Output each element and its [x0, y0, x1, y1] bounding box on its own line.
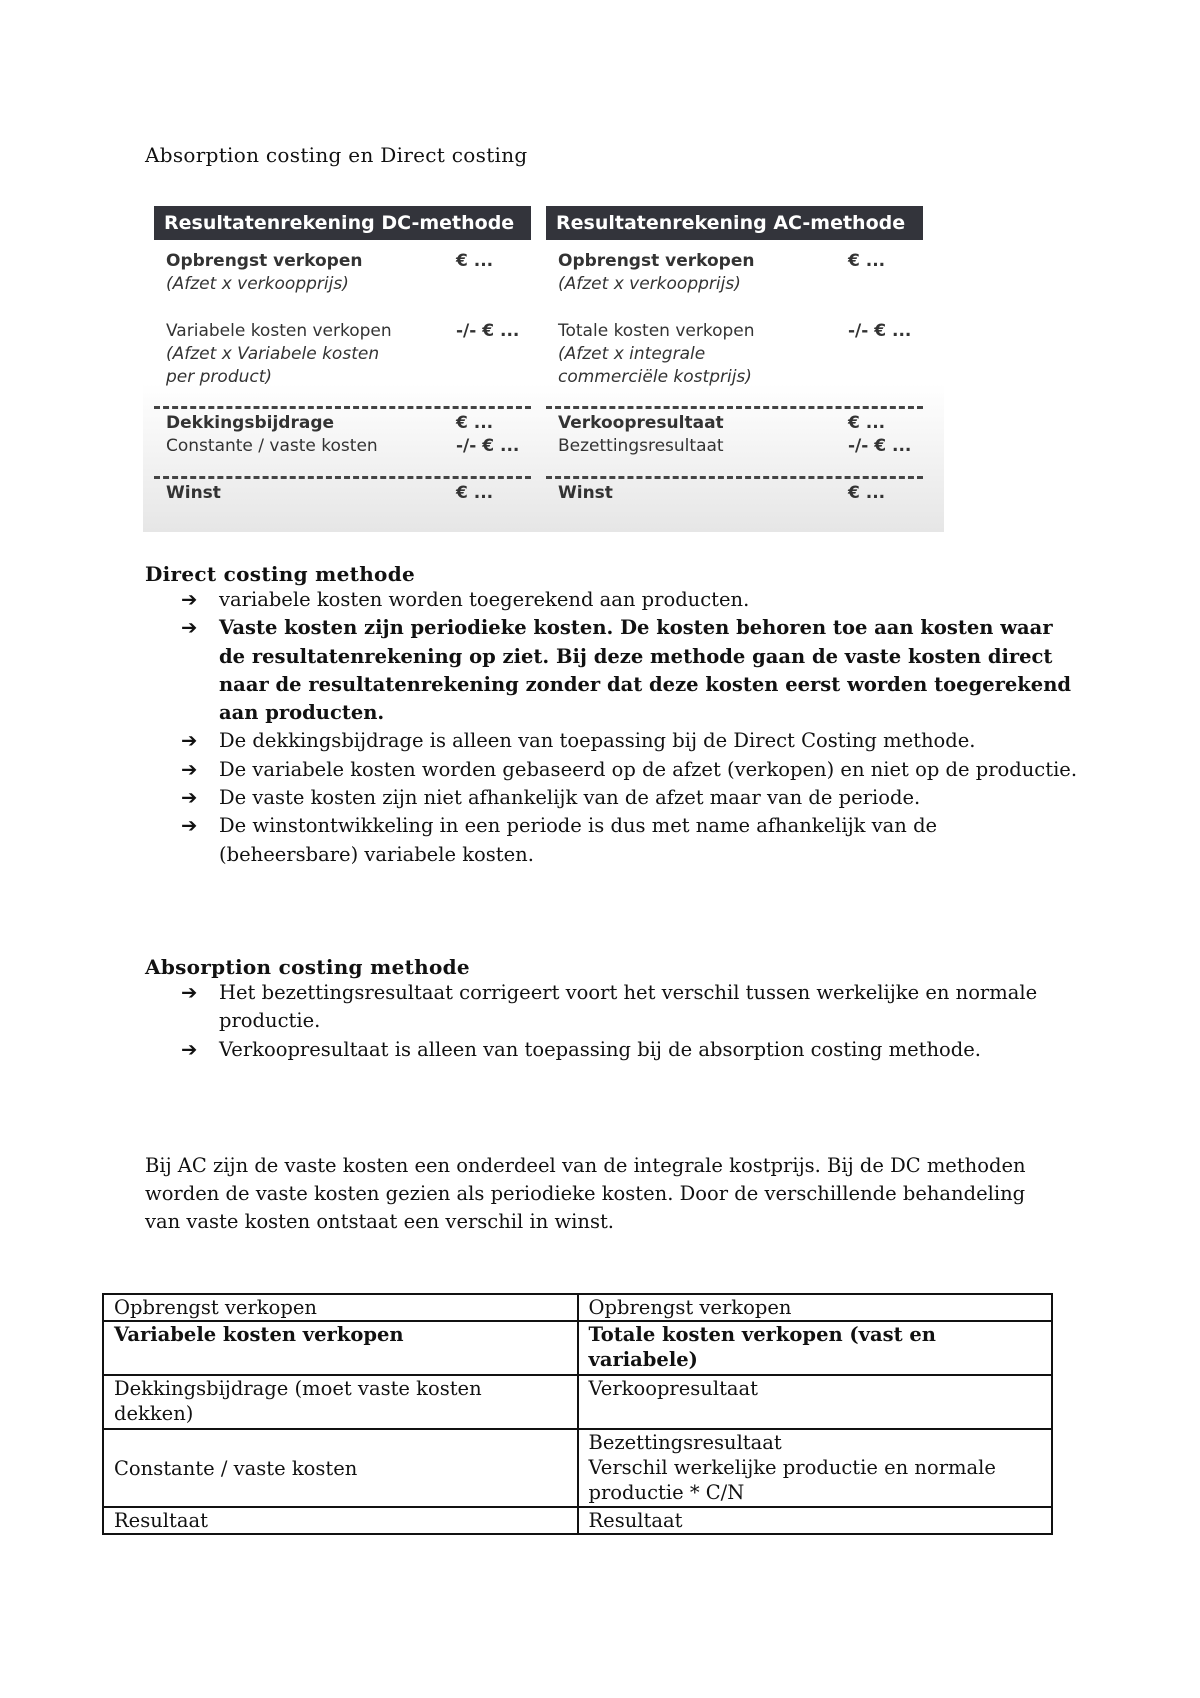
ac-row-label: Winst: [558, 483, 613, 503]
dc-row-amount: € ...: [456, 413, 494, 433]
arrow-icon: ➔: [181, 588, 198, 611]
divider: [546, 406, 923, 409]
table-cell: Totale kosten verkopen (vast en variabele): [578, 1321, 1053, 1375]
dc-row-label: Winst: [166, 483, 221, 503]
table-cell: Opbrengst verkopen: [103, 1294, 578, 1321]
dc-row-label: Opbrengst verkopen: [166, 251, 363, 271]
dc-row-amount: -/- € ...: [456, 436, 520, 456]
ac-heading: Absorption costing methode: [145, 955, 470, 979]
ac-row-amount: -/- € ...: [848, 436, 912, 456]
ac-section: [145, 955, 1080, 1064]
list-item: ➔ De variabele kosten worden gebaseerd op de afzet (verkopen) en niet op de productie.: [145, 756, 1080, 784]
document-title: Absorption costing en Direct costing: [145, 143, 528, 167]
table-row: [103, 1294, 1052, 1321]
results-statement-figure: [143, 203, 944, 532]
table-cell: Resultaat: [578, 1507, 1053, 1534]
list-item: ➔ Vaste kosten zijn periodieke kosten. De kosten behoren toe aan kosten waar de resultatenrekening op ziet. Bij deze methode gaan de vaste kosten direct naar de resultatenrekening zonder dat deze kosten eerst worden toegerekend aan producten.: [181, 616, 1072, 725]
table-cell: Opbrengst verkopen: [578, 1294, 1053, 1321]
divider: [546, 476, 923, 479]
arrow-icon: ➔: [181, 1037, 198, 1061]
dc-row-label: Variabele kosten verkopen: [166, 321, 392, 341]
summary-paragraph: Bij AC zijn de vaste kosten een onderdeel van de integrale kostprijs. Bij de DC methoden worden de vaste kosten gezien als periodieke kosten. Door de verschillende behandeling van vaste kosten ontstaat een verschil in winst.: [145, 1154, 1026, 1233]
ac-row-sub: (Afzet x integrale commerciële kostprijs): [558, 344, 752, 387]
ac-row-sub: (Afzet x verkoopprijs): [558, 274, 741, 294]
ac-header: Resultatenrekening AC-methode: [546, 206, 923, 240]
arrow-icon: ➔: [181, 786, 198, 810]
dc-row-amount: -/- € ...: [456, 321, 520, 341]
arrow-icon: ➔: [181, 757, 198, 781]
table-row: [103, 1507, 1052, 1534]
list-item: ➔ De dekkingsbijdrage is alleen van toepassing bij de Direct Costing methode.: [145, 727, 1080, 755]
ac-row-label: Bezettingsresultaat: [558, 436, 724, 456]
dc-section: [145, 562, 1080, 869]
table-row: [103, 1321, 1052, 1375]
arrow-icon: ➔: [181, 814, 198, 838]
arrow-icon: ➔: [181, 616, 198, 640]
ac-row-label: Opbrengst verkopen: [558, 251, 755, 271]
divider: [154, 406, 531, 409]
list-item: ➔ Het bezettingsresultaat corrigeert voort het verschil tussen werkelijke en normale productie.: [181, 981, 1038, 1033]
table-cell: Constante / vaste kosten: [103, 1429, 578, 1507]
dc-row-label: Constante / vaste kosten: [166, 436, 378, 456]
list-item: ➔ variabele kosten worden toegerekend aan producten.: [145, 586, 1080, 614]
dc-row-amount: € ...: [456, 251, 494, 271]
dc-row-sub: (Afzet x verkoopprijs): [166, 274, 349, 294]
ac-row-label: Totale kosten verkopen: [558, 321, 755, 341]
ac-row-label: Verkoopresultaat: [558, 413, 724, 433]
ac-row-amount: € ...: [848, 413, 886, 433]
table-cell: Bezettingsresultaat Verschil werkelijke productie en normale productie * C/N: [578, 1429, 1053, 1507]
comparison-table: [102, 1293, 1053, 1535]
dc-row-label: Dekkingsbijdrage: [166, 413, 335, 433]
table-row: [103, 1429, 1052, 1507]
arrow-icon: ➔: [181, 729, 198, 753]
ac-row-amount: € ...: [848, 483, 886, 503]
arrow-icon: ➔: [181, 981, 198, 1004]
list-item: ➔ Verkoopresultaat is alleen van toepassing bij de absorption costing methode.: [145, 1036, 1080, 1064]
table-cell: Dekkingsbijdrage (moet vaste kosten dekken): [103, 1375, 578, 1429]
ac-row-amount: -/- € ...: [848, 321, 912, 341]
ac-statement: [546, 206, 923, 503]
table-row: [103, 1375, 1052, 1429]
table-cell: Verkoopresultaat: [578, 1375, 1053, 1429]
divider: [154, 476, 531, 479]
ac-row-amount: € ...: [848, 251, 886, 271]
dc-statement: [154, 206, 531, 503]
dc-row-sub: (Afzet x Variabele kosten per product): [166, 344, 380, 387]
list-item: ➔ De vaste kosten zijn niet afhankelijk van de afzet maar van de periode.: [145, 784, 1080, 812]
table-cell: Variabele kosten verkopen: [103, 1321, 578, 1375]
table-cell: Resultaat: [103, 1507, 578, 1534]
dc-header: Resultatenrekening DC-methode: [154, 206, 531, 240]
list-item: ➔ De winstontwikkeling in een periode is dus met name afhankelijk van de (beheersbare) variabele kosten.: [181, 814, 938, 866]
dc-row-amount: € ...: [456, 483, 494, 503]
dc-heading: Direct costing methode: [145, 562, 415, 586]
